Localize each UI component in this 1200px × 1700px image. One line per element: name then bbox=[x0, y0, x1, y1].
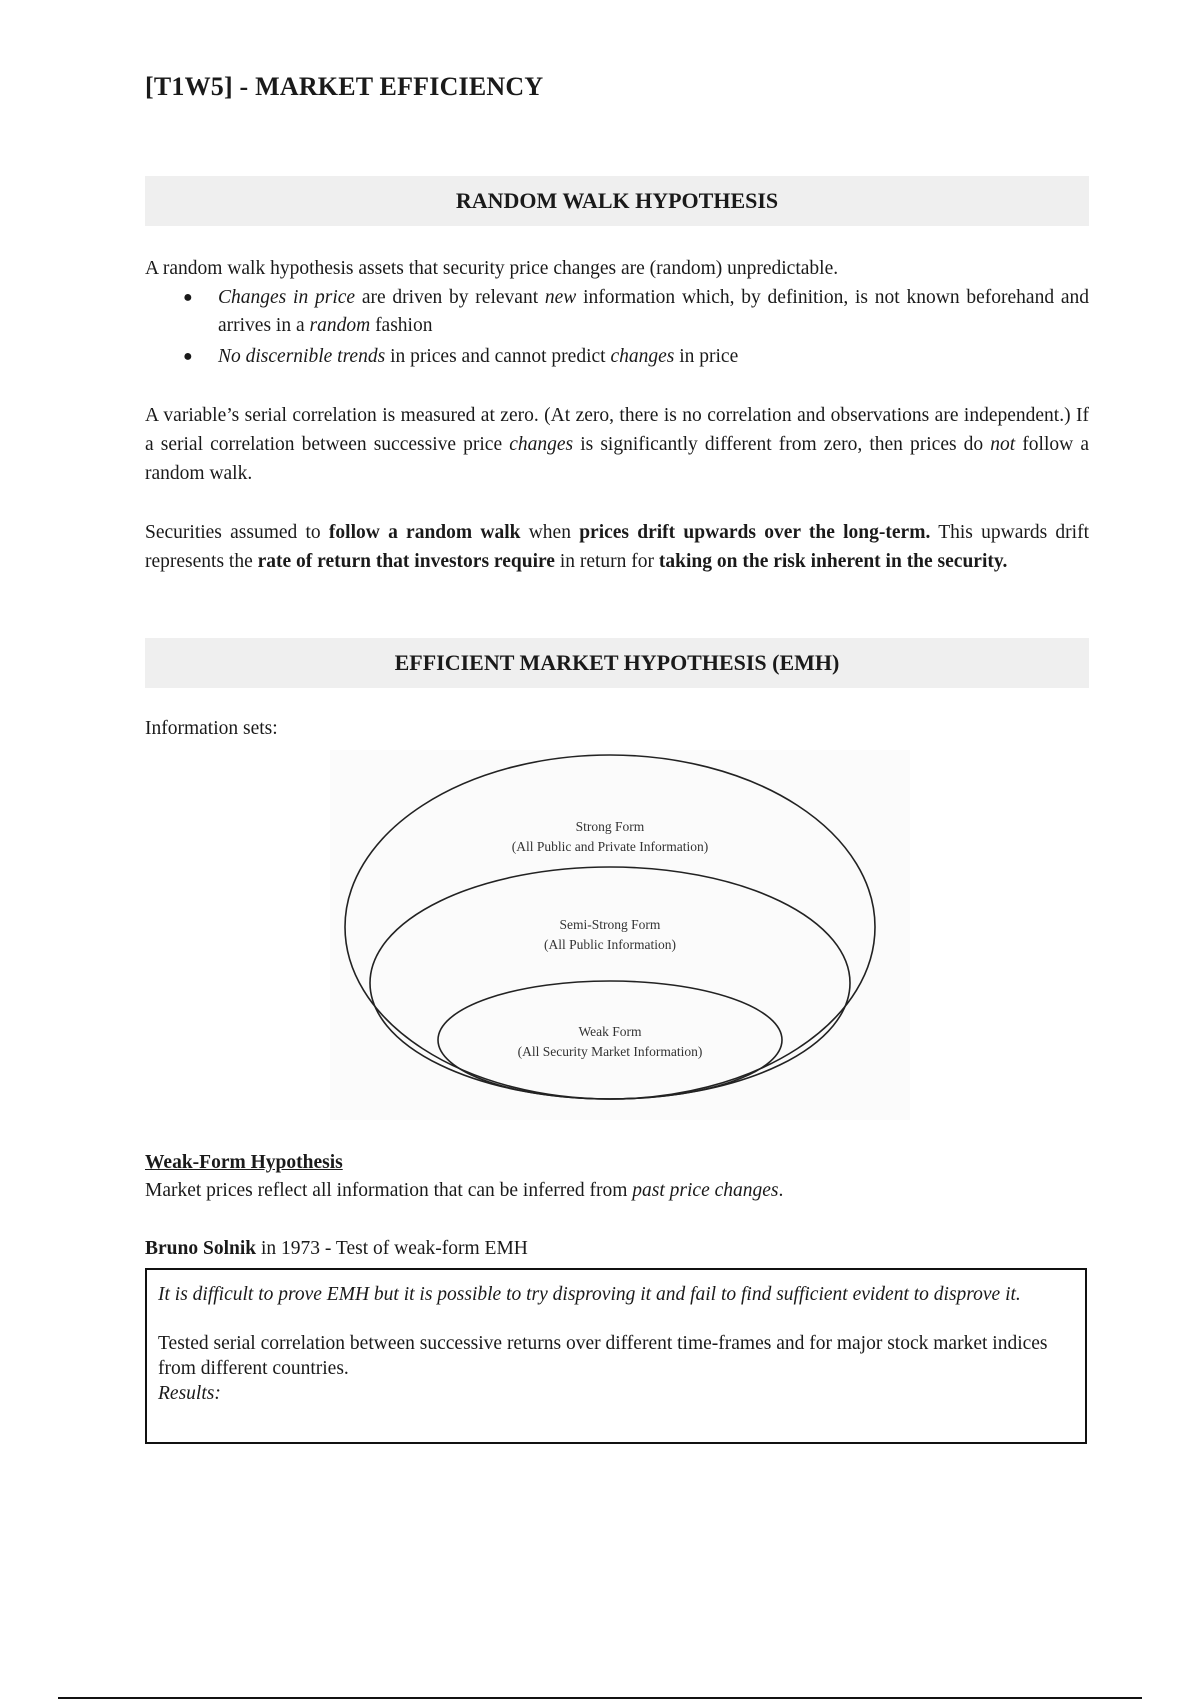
solnik-test-box bbox=[145, 1268, 1087, 1444]
semi-strong-form-subtitle: (All Public Information) bbox=[544, 937, 676, 952]
bullet-text: random bbox=[309, 315, 371, 336]
box-results-label: Results: bbox=[158, 1383, 221, 1404]
strong-form-title: Strong Form bbox=[575, 819, 645, 834]
para-text: prices drift upwards over the long-term. bbox=[579, 522, 931, 543]
weak-form-ellipse bbox=[438, 981, 782, 1099]
para-text: rate of return that investors require bbox=[257, 551, 555, 572]
para-text: This upwards drift represents the bbox=[145, 522, 1089, 572]
section-header-emh: EFFICIENT MARKET HYPOTHESIS (EMH) bbox=[145, 638, 1089, 688]
footer-divider bbox=[58, 1697, 1142, 1699]
para-text: past price changes bbox=[632, 1180, 779, 1201]
semi-strong-form-title: Semi-Strong Form bbox=[559, 917, 661, 932]
box-tested-text: Tested serial correlation between successive returns over different time-frames and for major stock market indices from different countries. bbox=[158, 1333, 1048, 1379]
information-sets-label: Information sets: bbox=[145, 718, 278, 739]
bullet-text: fashion bbox=[370, 315, 433, 336]
para-text: A variable’s serial correlation is measured at zero. (At zero, there is no correlation and observations are independent.) If a serial correlation between successive price bbox=[145, 405, 1089, 455]
emh-information-sets-diagram bbox=[330, 750, 910, 1120]
bullet-text: Changes in price bbox=[218, 287, 356, 308]
semi-strong-form-ellipse bbox=[370, 867, 850, 1099]
para-text: in return for bbox=[554, 551, 659, 572]
para-text: . bbox=[778, 1180, 784, 1201]
serial-correlation-paragraph bbox=[145, 401, 1089, 488]
para-text: Market prices reflect all information that can be inferred from bbox=[145, 1180, 633, 1201]
bullet-dot-icon: ● bbox=[183, 348, 193, 365]
para-text: taking on the risk inherent in the security. bbox=[658, 551, 1008, 572]
para-text: is significantly different from zero, then prices do bbox=[573, 434, 991, 455]
bullet-text: in prices and cannot predict bbox=[385, 346, 611, 367]
bullet-item bbox=[145, 343, 1089, 371]
strong-form-subtitle: (All Public and Private Information) bbox=[511, 839, 709, 854]
weak-form-subtitle: (All Security Market Information) bbox=[517, 1044, 703, 1059]
solnik-line bbox=[145, 1238, 528, 1260]
bullet-text: No discernible trends bbox=[218, 346, 386, 367]
random-walk-bullets bbox=[145, 284, 1089, 374]
para-text: when bbox=[520, 522, 580, 543]
para-text: not bbox=[990, 434, 1016, 455]
weak-form-description bbox=[145, 1180, 783, 1202]
bullet-dot-icon: ● bbox=[183, 289, 193, 306]
para-text: changes bbox=[509, 434, 574, 455]
para-text: follow a random walk. bbox=[145, 434, 1089, 484]
para-text: follow a random walk bbox=[328, 522, 521, 543]
bullet-text: changes bbox=[610, 346, 675, 367]
upward-drift-paragraph bbox=[145, 518, 1089, 576]
para-text: Securities assumed to bbox=[145, 522, 329, 543]
random-walk-intro: A random walk hypothesis assets that security price changes are (random) unpredictable. bbox=[145, 258, 839, 279]
section-header-random-walk: RANDOM WALK HYPOTHESIS bbox=[145, 176, 1089, 226]
page-title: [T1W5] - MARKET EFFICIENCY bbox=[145, 72, 544, 101]
weak-form-title: Weak Form bbox=[578, 1024, 642, 1039]
bullet-text: in price bbox=[674, 346, 739, 367]
bullet-text: new bbox=[544, 287, 577, 308]
bullet-text: are driven by relevant bbox=[355, 287, 545, 308]
bullet-text: information which, by definition, is not known beforehand and arrives in a bbox=[218, 287, 1090, 336]
weak-form-heading: Weak-Form Hypothesis bbox=[145, 1152, 343, 1173]
box-quote: It is difficult to prove EMH but it is possible to try disproving it and fail to find sufficient evident to disprove it. bbox=[158, 1284, 1021, 1305]
para-text: in 1973 - Test of weak-form EMH bbox=[256, 1238, 528, 1259]
author-name: Bruno Solnik bbox=[145, 1238, 257, 1259]
bullet-item bbox=[145, 284, 1089, 340]
